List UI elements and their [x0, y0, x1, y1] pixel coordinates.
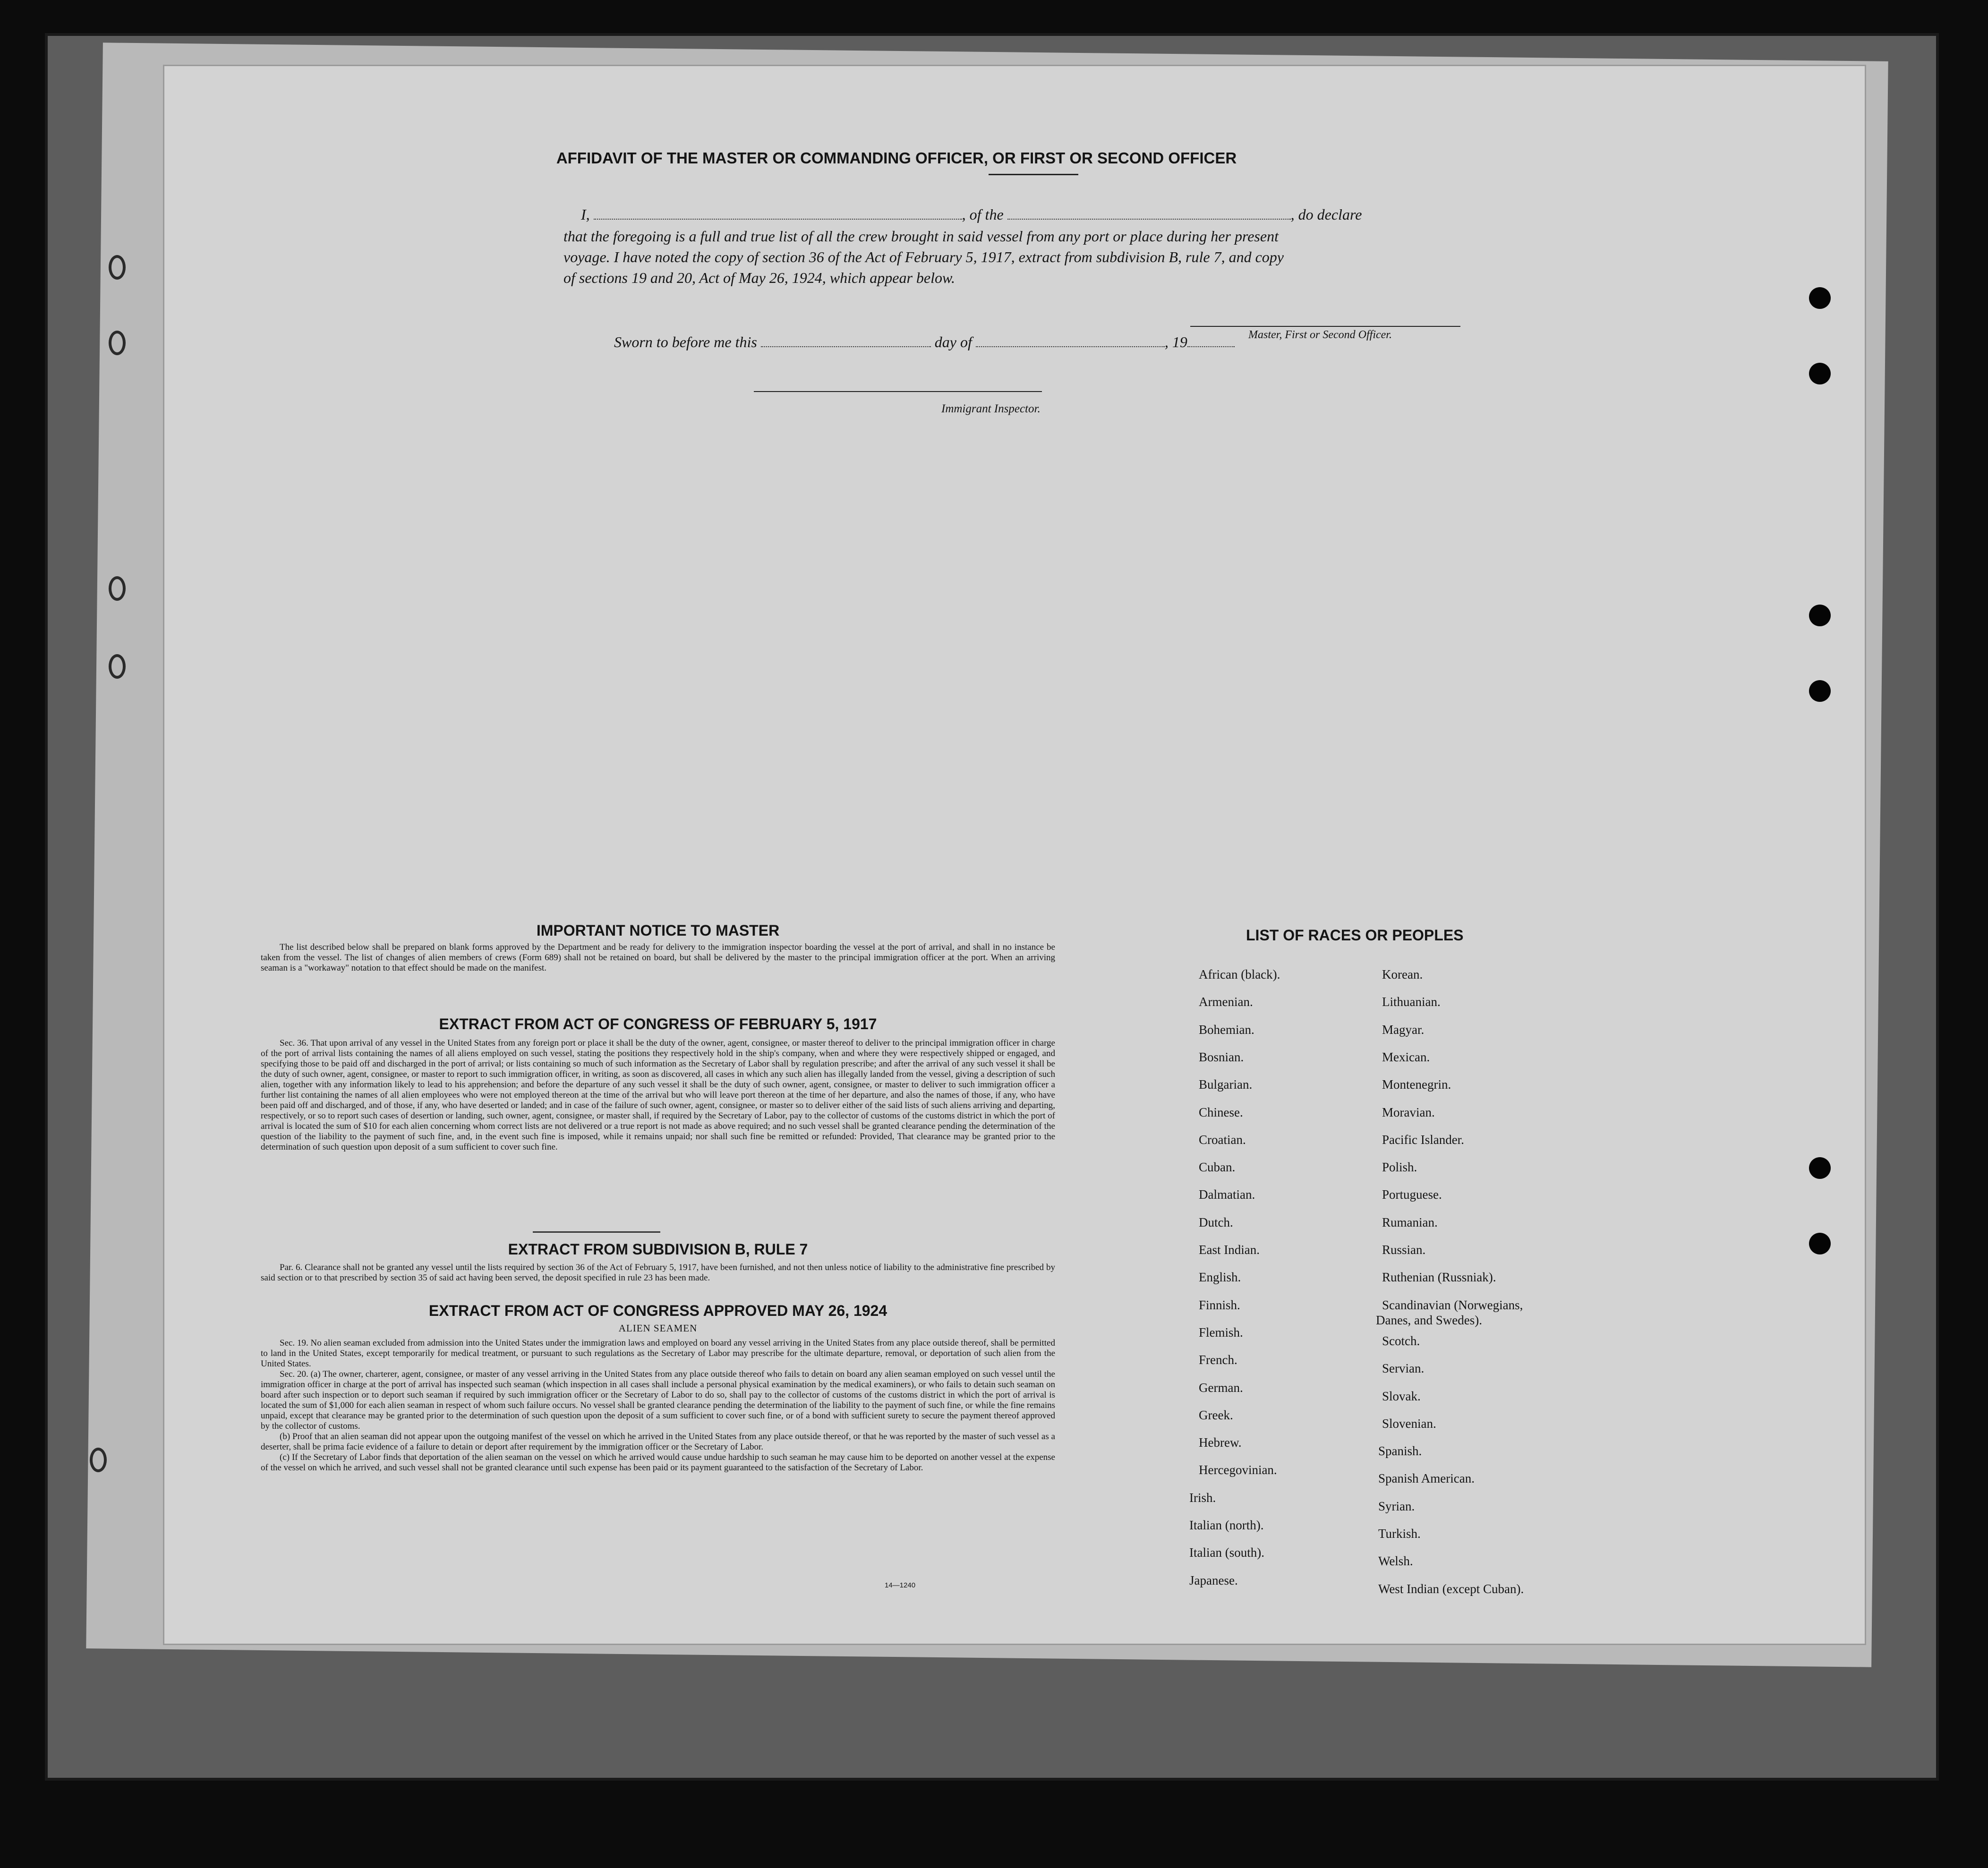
- race-item: Spanish.: [1378, 1444, 1422, 1459]
- race-item: Scotch.: [1382, 1333, 1420, 1348]
- race-item: Ruthenian (Russniak).: [1382, 1270, 1496, 1285]
- race-item: Armenian.: [1199, 995, 1253, 1009]
- punch-hole: [1809, 1157, 1831, 1179]
- divider: [533, 1231, 660, 1233]
- race-item: Italian (north).: [1189, 1518, 1264, 1532]
- race-item: Cuban.: [1199, 1160, 1236, 1175]
- race-item: Korean.: [1382, 967, 1423, 981]
- race-item: Turkish.: [1378, 1527, 1421, 1541]
- extract-1924-subtitle: ALIEN SEAMEN: [618, 1322, 698, 1334]
- punch-hole: [1809, 680, 1831, 702]
- title-underline: [989, 174, 1078, 175]
- subdivision-body: Par. 6. Clearance shall not be granted any vessel until the lists required by section 36 of the Act of February 5, 1917, have been furnished, and not then unless notice of liability to the administrative fine prescribed by said section or to that prescribed by section 35 of said act having been served, the deposit specified in rule 23 has been made.: [261, 1262, 1055, 1283]
- race-item: Russian.: [1382, 1243, 1426, 1257]
- race-item: Irish.: [1189, 1490, 1216, 1505]
- race-item: Magyar.: [1382, 1022, 1425, 1037]
- notice-body: The list described below shall be prepared on blank forms approved by the Department and be ready for delivery to the immigration inspector boarding the vessel at the port of arrival, and shall in no instance be taken from the vessel. The list of changes of alien members of crews (Form 689) shall not be retained on board, but shall be delivered by the master to the principal immigration officer at the port. When an arriving seaman is a "workaway" notation to that effect should be made on the manifest.: [261, 942, 1055, 973]
- races-title: LIST OF RACES OR PEOPLES: [1246, 927, 1464, 944]
- race-item: Pacific Islander.: [1382, 1132, 1464, 1147]
- sworn-day-field[interactable]: [761, 346, 931, 347]
- extract-1917-title: EXTRACT FROM ACT OF CONGRESS OF FEBRUARY 5, 1917: [439, 1015, 877, 1032]
- race-item: Finnish.: [1199, 1297, 1240, 1312]
- binder-ring-hole: [90, 1448, 107, 1472]
- race-item: Flemish.: [1199, 1325, 1243, 1339]
- affidavit-declare: , do declare: [1290, 206, 1362, 223]
- race-item: West Indian (except Cuban).: [1378, 1581, 1524, 1596]
- notice-title: IMPORTANT NOTICE TO MASTER: [536, 922, 780, 939]
- race-item: Bulgarian.: [1199, 1077, 1253, 1092]
- form-number: 14—1240: [885, 1581, 916, 1589]
- race-item: French.: [1199, 1353, 1237, 1367]
- affidavit-line2: that the foregoing is a full and true list of all the crew brought in said vessel from any port or place during her present: [563, 228, 1279, 245]
- race-item: Slovenian.: [1382, 1416, 1436, 1431]
- race-item: African (black).: [1199, 967, 1280, 981]
- race-item: Chinese.: [1199, 1105, 1243, 1119]
- race-item: Montenegrin.: [1382, 1077, 1451, 1092]
- subdivision-title: EXTRACT FROM SUBDIVISION B, RULE 7: [508, 1241, 808, 1258]
- affidavit-line3: voyage. I have noted the copy of section 36 of the Act of February 5, 1917, extract from subdivision B, rule 7, and copy: [563, 248, 1284, 265]
- race-item: Spanish American.: [1378, 1471, 1475, 1486]
- inspector-label: Immigrant Inspector.: [941, 402, 1041, 415]
- binder-ring-hole: [109, 331, 126, 355]
- sworn-line: [614, 333, 1235, 351]
- affidavit-line4: of sections 19 and 20, Act of May 26, 1924, which appear below.: [563, 269, 955, 286]
- extract-1924-body: [261, 1338, 1055, 1473]
- race-item: Japanese.: [1189, 1573, 1238, 1587]
- race-item: Lithuanian.: [1382, 995, 1441, 1009]
- affidavit-title: AFFIDAVIT OF THE MASTER OR COMMANDING OFFICER, OR FIRST OR SECOND OFFICER: [556, 149, 1237, 167]
- extract-1917-body: Sec. 36. That upon arrival of any vessel in the United States from any foreign port or place it shall be the duty of the owner, agent, consignee, or master thereof to deliver to the principal immigration officer in charge of the port of arrival lists containing the names of all aliens employed on such vessel, stating the positions they respectively hold in the ship's company, when and where they were respectively shipped or engaged, and specifying those to be paid off and discharged in the port of arrival; or lists containing so much of such information as the Secretary of Labor shall by regulation prescribe; and after the arrival of any such vessel it shall be the duty of such owner, agent, consignee, or master to report to such immigration officer, in writing, as soon as discovered, all cases in which any such alien has illegally landed from the vessel, giving a description of such alien, together with any information likely to lead to his apprehension; and before the departure of any such vessel it shall be the duty of such owner, agent, consignee, or master to deliver to such immigration officer a further list containing the names of all alien employees who were not employed thereon at the time of the arrival but who will leave port thereon at the time of her departure, and also the names of those, if any, who have been paid off and discharged, and of those, if any, who have deserted or landed; and in case of the failure of such owner, agent, consignee, or master so to deliver either of the said lists of such aliens arriving and departing, respectively, or so to report such cases of desertion or landing, such owner, agent, consignee, or master shall, if required by the Secretary of Labor, pay to the collector of customs of the customs district in which the port of arrival is located the sum of $10 for each alien concerning whom correct lists are not delivered or a true report is not made as above required; and no such vessel shall be granted clearance pending the determination of the question of the liability to the payment of such fine, and, in the event such fine is imposed, while it remains unpaid; nor shall such fine be remitted or refunded: Provided, That clearance may be granted prior to the determination of such question upon deposit of a sum sufficient to cover such fine.: [261, 1038, 1055, 1152]
- race-item: Welsh.: [1378, 1554, 1413, 1569]
- master-signature-line[interactable]: [1190, 326, 1460, 327]
- extract-1924-title: EXTRACT FROM ACT OF CONGRESS APPROVED MAY 26, 1924: [428, 1302, 887, 1319]
- race-item: German.: [1199, 1380, 1243, 1395]
- race-item: Dutch.: [1199, 1215, 1233, 1229]
- race-item: Slovak.: [1382, 1389, 1421, 1403]
- binder-ring-hole: [109, 255, 126, 280]
- race-item: Bohemian.: [1199, 1022, 1254, 1037]
- sworn-year-field[interactable]: [1187, 346, 1235, 347]
- inspector-signature-line[interactable]: [754, 391, 1042, 392]
- race-item: Mexican.: [1382, 1049, 1430, 1064]
- master-signature-label: Master, First or Second Officer.: [1248, 329, 1392, 341]
- sec-20c: (c) If the Secretary of Labor finds that deportation of the alien seaman on the vessel on which he arrived would cause undue hardship to such seaman he may cause him to be deported on another vessel at the expense of the vessel on which he arrived, and such vessel shall not be granted clearance until such expense has been paid or its payment guaranteed to the satisfaction of the Secretary of Labor.: [261, 1452, 1055, 1473]
- race-item: East Indian.: [1199, 1243, 1260, 1257]
- affidavit-page: [164, 66, 1865, 1644]
- race-item: Greek.: [1199, 1407, 1233, 1422]
- binder-ring-hole: [109, 654, 126, 679]
- sworn-text: Sworn to before me this: [614, 333, 761, 350]
- sec-20b: (b) Proof that an alien seaman did not appear upon the outgoing manifest of the vessel on which he arrived in the United States from any place outside thereof, or that he was reported by the master of such vessel as a deserter, shall be prima facie evidence of a failure to detain or deport after requirement by the immigration officer or the Secretary of Labor.: [261, 1432, 1055, 1452]
- race-item-extra: Danes, and Swedes).: [1376, 1313, 1482, 1327]
- sec-19: Sec. 19. No alien seaman excluded from admission into the United States under the immigration laws and employed on board any vessel arriving in the United States from any place outside thereof, shall be permitted to land in the United States, except temporarily for medical treatment, or pursuant to such regulations as the Secretary of Labor may prescribe for the ultimate departure, removal, or deportation of such alien from the United States.: [261, 1338, 1055, 1369]
- race-item: English.: [1199, 1270, 1241, 1285]
- race-item: Servian.: [1382, 1361, 1425, 1376]
- race-item: Dalmatian.: [1199, 1187, 1255, 1202]
- binder-ring-hole: [109, 576, 126, 601]
- race-item: Polish.: [1382, 1160, 1417, 1175]
- sworn-day-of: day of: [930, 333, 976, 350]
- sec-20a: Sec. 20. (a) The owner, charterer, agent, consignee, or master of any vessel arriving in the United States from any place outside thereof who fails to detain on board any alien seaman employed on such vessel until the immigration officer in charge at the port of arrival has inspected such seaman (which inspection in all cases shall include a personal physical examination by the medical examiners), or who fails to detain such seaman on board after such inspection or to deport such seaman if required by such immigration officer or the Secretary of Labor to do so, shall pay to the collector of customs of the customs district in which the port of arrival is located the sum of $1,000 for each alien seaman in respect of whom such failure occurs. No vessel shall be granted clearance pending the determination of the liability to the payment of such fine, or while the fine remains unpaid, except that clearance may be granted prior to the determination of such question upon the deposit of a sum sufficient to cover such fine, or of a bond with sufficient surety to secure the payment thereof approved by the collector of customs.: [261, 1369, 1055, 1431]
- race-item: Croatian.: [1199, 1132, 1246, 1147]
- punch-hole: [1809, 1233, 1831, 1254]
- name-field[interactable]: [594, 219, 962, 220]
- race-item: Bosnian.: [1199, 1049, 1244, 1064]
- sworn-year-prefix: , 19: [1164, 333, 1187, 350]
- race-item: Hebrew.: [1199, 1435, 1242, 1450]
- affidavit-line1: [581, 206, 1362, 223]
- sworn-month-field[interactable]: [976, 346, 1165, 347]
- punch-hole: [1809, 287, 1831, 309]
- affidavit-of-the: , of the: [962, 206, 1007, 223]
- race-item: Rumanian.: [1382, 1215, 1438, 1229]
- race-item: Portuguese.: [1382, 1187, 1442, 1202]
- race-item: Hercegovinian.: [1199, 1463, 1277, 1477]
- race-item: Italian (south).: [1189, 1545, 1264, 1560]
- race-item: Moravian.: [1382, 1105, 1435, 1119]
- race-item: Syrian.: [1378, 1499, 1415, 1513]
- race-item: Scandinavian (Norwegians,: [1382, 1297, 1523, 1312]
- punch-hole: [1809, 363, 1831, 384]
- vessel-field[interactable]: [1007, 219, 1291, 220]
- affidavit-i: I,: [581, 206, 594, 223]
- punch-hole: [1809, 605, 1831, 626]
